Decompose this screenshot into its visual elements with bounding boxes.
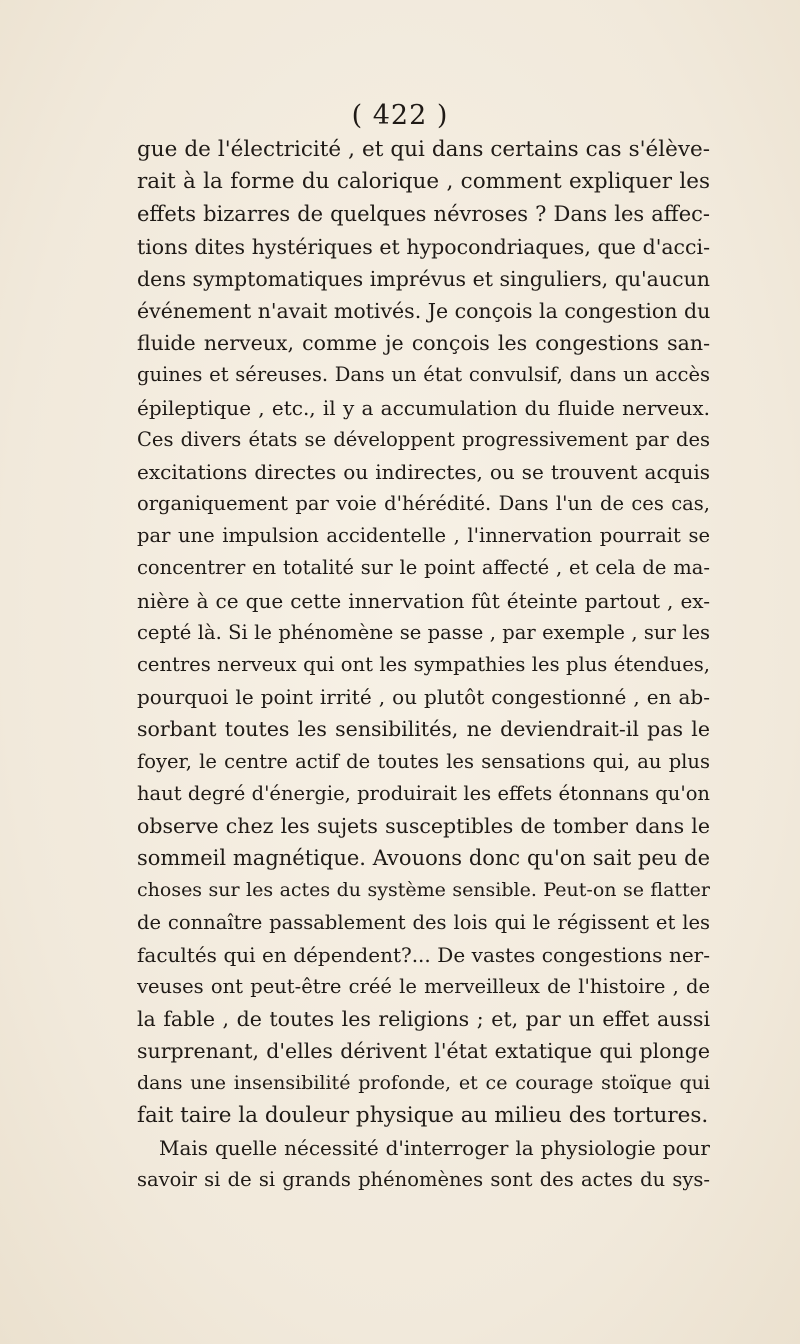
text-line: événement n'avait motivés. Je conçois la congestion du xyxy=(137,298,710,323)
body-text xyxy=(137,134,710,1196)
text-line: pourquoi le point irrité , ou plutôt congestionné , en ab- xyxy=(137,685,710,710)
text-line: guines et séreuses. Dans un état convulsif, dans un accès xyxy=(137,363,710,387)
text-line: épileptique , etc., il y a accumulation du fluide nerveux. xyxy=(137,395,710,420)
text-line: Mais quelle nécessité d'interroger la physiologie pour xyxy=(159,1135,710,1160)
text-line: choses sur les actes du système sensible. Peut-on se flatter xyxy=(137,879,710,902)
text-line: Ces divers états se développent progressivement par des xyxy=(137,427,710,451)
text-line: organiquement par voie d'hérédité. Dans l'un de ces cas, xyxy=(137,492,710,516)
text-line: rait à la forme du calorique , comment expliquer les xyxy=(137,169,710,195)
text-line: sommeil magnétique. Avouons donc qu'on sait peu de xyxy=(137,846,710,871)
text-line: observe chez les sujets susceptibles de tomber dans le xyxy=(137,813,710,838)
text-line: sorbant toutes les sensibilités, ne deviendrait-il pas le xyxy=(137,717,710,742)
text-line: cepté là. Si le phénomène se passe , par exemple , sur les xyxy=(137,620,710,644)
text-line: veuses ont peut-être créé le merveilleux de l'histoire , de xyxy=(137,974,710,998)
text-line: gue de l'électricité , et qui dans certains cas s'élève- xyxy=(137,137,710,162)
text-line: dans une insensibilité profonde, et ce courage stoïque qui xyxy=(137,1072,710,1095)
text-line: effets bizarres de quelques névroses ? Dans les affec- xyxy=(137,202,710,227)
text-line: foyer, le centre actif de toutes les sensations qui, au plus xyxy=(137,749,710,773)
text-line: tions dites hystériques et hypocondriaques, que d'acci- xyxy=(137,234,710,259)
text-line: excitations directes ou indirectes, ou se trouvent acquis xyxy=(137,459,710,484)
text-line: surprenant, d'elles dérivent l'état extatique qui plonge xyxy=(137,1039,710,1064)
text-line: la fable , de toutes les religions ; et, par un effet aussi xyxy=(137,1007,710,1032)
text-line: haut degré d'énergie, produirait les effets étonnans qu'on xyxy=(137,781,710,805)
text-line: savoir si de si grands phénomènes sont des actes du sys- xyxy=(137,1168,710,1191)
text-line: dens symptomatiques imprévus et singuliers, qu'aucun xyxy=(137,266,710,291)
text-line: de connaître passablement des lois qui le régissent et les xyxy=(137,910,710,934)
text-line: concentrer en totalité sur le point affecté , et cela de ma- xyxy=(137,556,710,580)
text-line: centres nerveux qui ont les sympathies les plus étendues, xyxy=(137,653,710,676)
text-line: nière à ce que cette innervation fût éteinte partout , ex- xyxy=(137,588,710,613)
text-line: par une impulsion accidentelle , l'innervation pourrait se xyxy=(137,524,710,548)
text-line: fait taire la douleur physique au milieu des tortures. xyxy=(137,1102,709,1128)
text-line: facultés qui en dépendent?... De vastes congestions ner- xyxy=(137,942,710,967)
text-line: fluide nerveux, comme je conçois les congestions san- xyxy=(137,331,710,356)
page-number: ( 422 ) xyxy=(351,100,449,131)
